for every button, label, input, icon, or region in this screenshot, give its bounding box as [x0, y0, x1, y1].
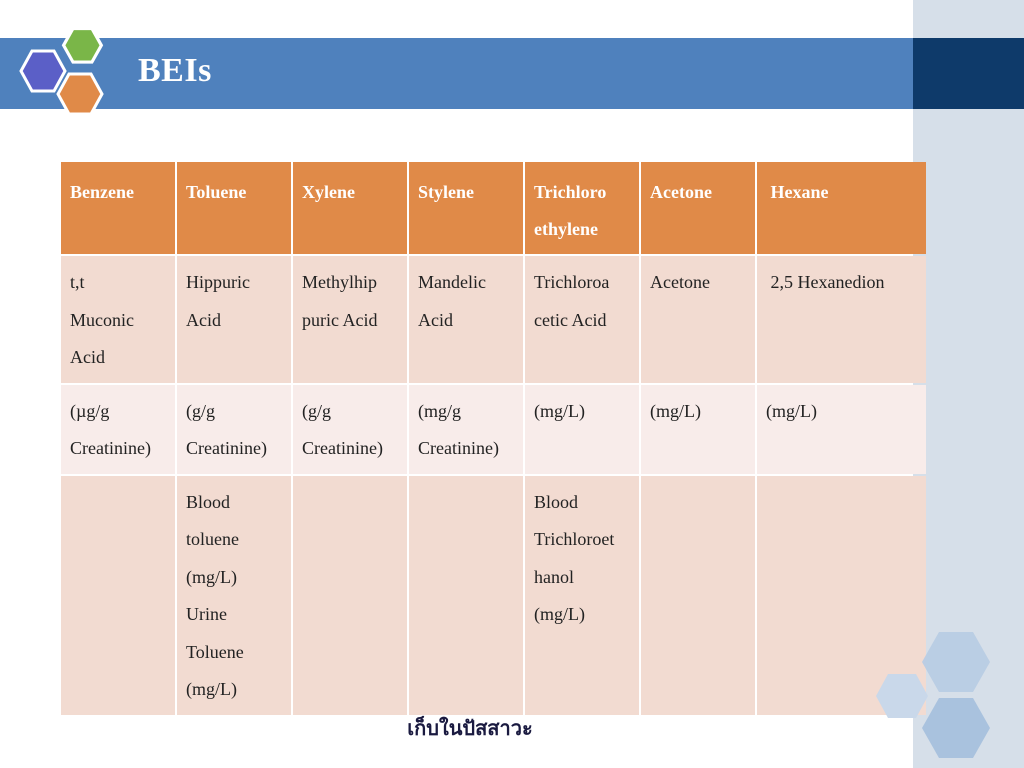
table-cell: (mg/L): [757, 385, 926, 474]
green-hexagon: [64, 29, 102, 63]
table-cell: [293, 476, 407, 715]
table-cell: (µg/g Creatinine): [61, 385, 175, 474]
header-cell: Stylene: [409, 162, 523, 254]
title-bar-accent: [913, 38, 1024, 109]
title-bar: [0, 38, 913, 109]
header-cell: Toluene: [177, 162, 291, 254]
table-row: [61, 256, 926, 383]
table-cell: Mandelic Acid: [409, 256, 523, 383]
header-cell: Acetone: [641, 162, 755, 254]
table-cell: Trichloroa cetic Acid: [525, 256, 639, 383]
table-cell: (g/g Creatinine): [177, 385, 291, 474]
orange-hexagon: [58, 74, 102, 114]
table-header-row: [61, 162, 926, 254]
slide-title: BEIs: [138, 52, 212, 89]
table-cell: Hippuric Acid: [177, 256, 291, 383]
blue-hexagon: [21, 51, 65, 91]
table-cell: Acetone: [641, 256, 755, 383]
table-cell: Methylhip puric Acid: [293, 256, 407, 383]
header-cell: Hexane: [757, 162, 926, 254]
beis-table: [59, 160, 928, 717]
deco-hexagon: [922, 632, 990, 692]
table-cell: Blood Trichloroet hanol (mg/L): [525, 476, 639, 715]
table-cell: (mg/L): [641, 385, 755, 474]
footer-note: เก็บในปัสสาวะ: [407, 716, 533, 740]
table-cell: [409, 476, 523, 715]
table-cell: 2,5 Hexanedion: [757, 256, 926, 383]
table-cell: (mg/g Creatinine): [409, 385, 523, 474]
hexagon-logo-icon: [10, 22, 120, 126]
header-cell: Trichloro ethylene: [525, 162, 639, 254]
table-row: [61, 476, 926, 715]
header-cell: Xylene: [293, 162, 407, 254]
header-cell: Benzene: [61, 162, 175, 254]
table-cell: [61, 476, 175, 715]
table-row: [61, 385, 926, 474]
table-cell: (g/g Creatinine): [293, 385, 407, 474]
table-cell: [641, 476, 755, 715]
table-cell: t,t Muconic Acid: [61, 256, 175, 383]
table-cell: (mg/L): [525, 385, 639, 474]
table-cell: Blood toluene (mg/L) Urine Toluene (mg/L): [177, 476, 291, 715]
